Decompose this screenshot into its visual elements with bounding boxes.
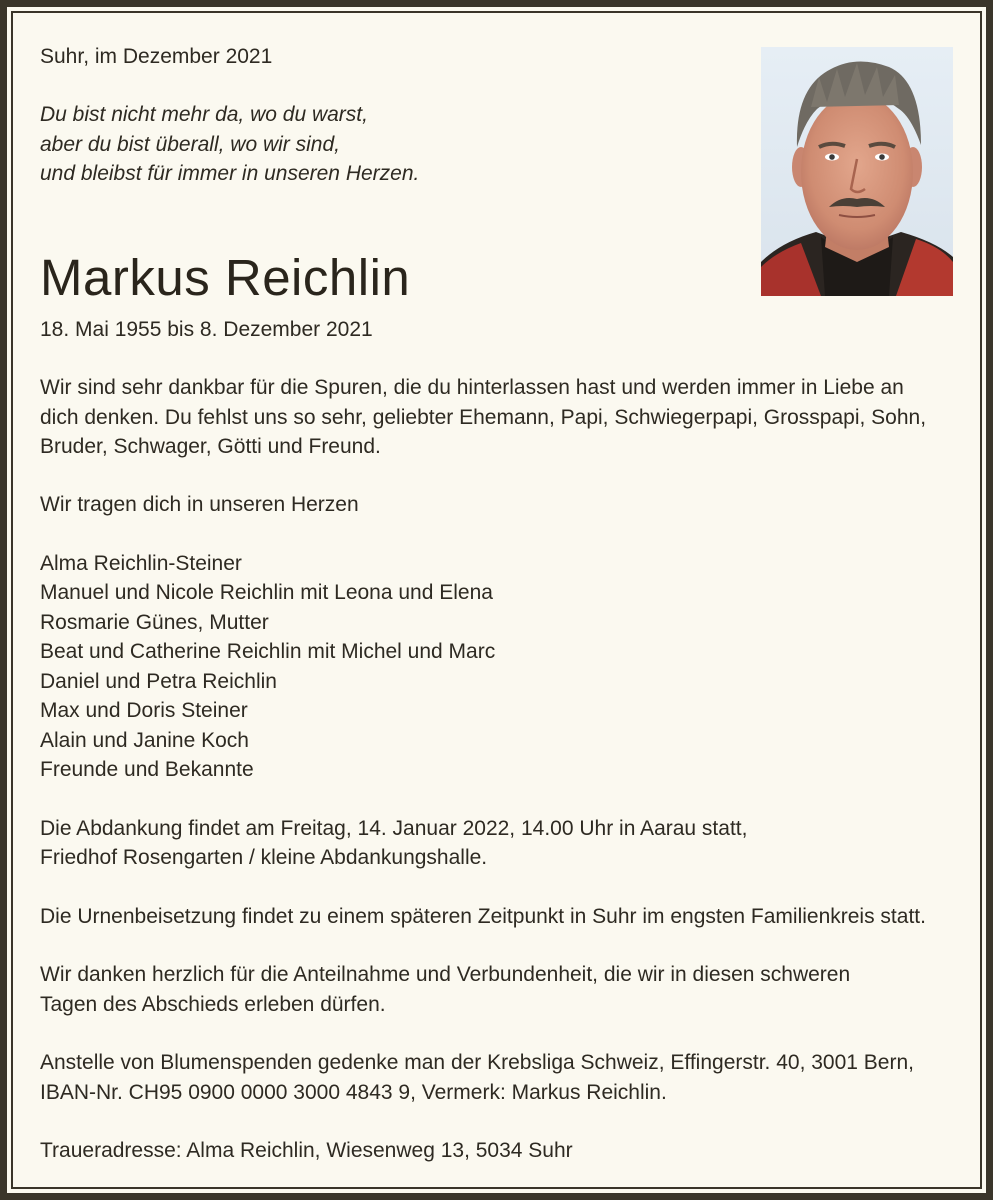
donation-line: IBAN-Nr. CH95 0900 0000 3000 4843 9, Vermerk: Markus Reichlin. [40,1081,667,1104]
ceremony-line: Friedhof Rosengarten / kleine Abdankungshalle. [40,846,488,869]
mourner: Alma Reichlin-Steiner [40,552,242,575]
mourner: Max und Doris Steiner [40,699,248,722]
thanks-line: Wir danken herzlich für die Anteilnahme und Verbundenheit, die wir in diesen schweren [40,963,851,986]
closing-line: Wir tragen dich in unseren Herzen [40,493,359,516]
mourner: Beat und Catherine Reichlin mit Michel und Marc [40,640,496,663]
place-date: Suhr, im Dezember 2021 [40,45,273,68]
verse-line: und bleibst für immer in unseren Herzen. [40,162,420,185]
deceased-name: Markus Reichlin [40,249,411,306]
ceremony-line: Die Abdankung findet am Freitag, 14. Januar 2022, 14.00 Uhr in Aarau statt, [40,817,748,840]
mourner: Alain und Janine Koch [40,729,249,752]
mourning-address: Traueradresse: Alma Reichlin, Wiesenweg 13, 5034 Suhr [40,1139,573,1162]
intro-line: dich denken. Du fehlst uns so sehr, geliebter Ehemann, Papi, Schwiegerpapi, Grosspapi, Sohn, [40,406,927,429]
portrait-photo [761,47,953,296]
verse-line: Du bist nicht mehr da, wo du warst, [40,103,368,126]
mourner: Manuel und Nicole Reichlin mit Leona und Elena [40,581,493,604]
mourner: Rosmarie Günes, Mutter [40,611,269,634]
urn-burial-text: Die Urnenbeisetzung findet zu einem späteren Zeitpunkt in Suhr im engsten Familienkreis statt. [40,905,926,928]
thanks-line: Tagen des Abschieds erleben dürfen. [40,993,386,1016]
intro-line: Wir sind sehr dankbar für die Spuren, die du hinterlassen hast und werden immer in Liebe an [40,376,904,399]
verse-line: aber du bist überall, wo wir sind, [40,133,340,156]
mourner: Freunde und Bekannte [40,758,254,781]
intro-line: Bruder, Schwager, Götti und Freund. [40,435,381,458]
life-dates: 18. Mai 1955 bis 8. Dezember 2021 [40,318,373,341]
donation-line: Anstelle von Blumenspenden gedenke man der Krebsliga Schweiz, Effingerstr. 40, 3001 Bern, [40,1051,914,1074]
mourner: Daniel und Petra Reichlin [40,670,277,693]
